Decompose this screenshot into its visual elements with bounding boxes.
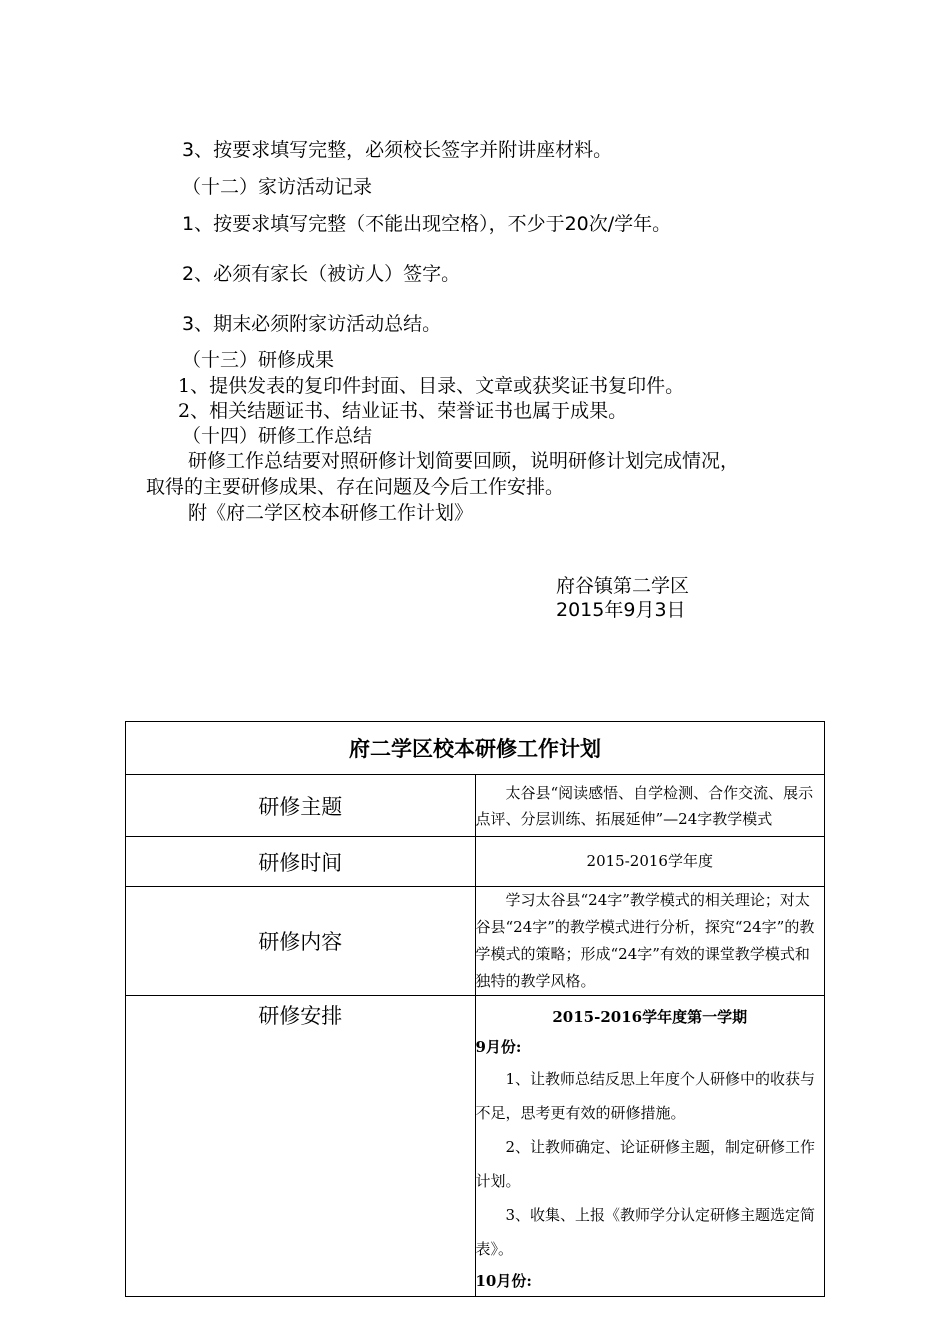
text-line: 3、期末必须附家访活动总结。: [182, 313, 442, 335]
topic-value: 太谷县“阅读感悟、自学检测、合作交流、展示点评、分层训练、拓展延伸”—24字教学模式: [475, 775, 825, 837]
plan-table: [125, 721, 825, 1297]
text-line: 2、必须有家长（被访人）签字。: [182, 263, 461, 285]
text-line: 3、按要求填写完整，必须校长签字并附讲座材料。: [182, 139, 613, 161]
topic-label: 研修主题: [126, 775, 476, 837]
section-heading: （十四）研修工作总结: [182, 425, 373, 447]
signature-date: 2015年9月3日: [556, 599, 686, 621]
schedule-value: [475, 996, 825, 1297]
text-line: 1、提供发表的复印件封面、目录、文章或获奖证书复印件。: [178, 375, 685, 397]
plan-title: 府二学区校本研修工作计划: [126, 722, 825, 775]
content-label: 研修内容: [126, 887, 476, 996]
time-value: 2015-2016学年度: [475, 837, 825, 887]
semester-heading: 2015-2016学年度第一学期: [552, 1008, 748, 1026]
text-line: 附《府二学区校本研修工作计划》: [188, 502, 474, 524]
month-heading: 9月份:: [475, 1038, 522, 1056]
signature-org: 府谷镇第二学区: [556, 575, 690, 597]
month-heading: 10月份:: [475, 1272, 532, 1290]
section-heading: （十三）研修成果: [182, 349, 335, 371]
text-line: 取得的主要研修成果、存在问题及今后工作安排。: [146, 476, 565, 498]
time-label: 研修时间: [126, 837, 476, 887]
schedule-label: 研修安排: [126, 996, 476, 1297]
content-value: 学习太谷县“24字”教学模式的相关理论；对太谷县“24字”的教学模式进行分析，探究“24字”的教学模式的策略；形成“24字”有效的课堂教学模式和独特的教学风格。: [475, 887, 825, 996]
section-heading: （十二）家访活动记录: [182, 176, 373, 198]
schedule-item: 2、让教师确定、论证研修主题，制定研修工作计划。: [475, 1138, 816, 1190]
text-line: 研修工作总结要对照研修计划简要回顾，说明研修计划完成情况，: [188, 450, 740, 472]
text-line: 2、相关结题证书、结业证书、荣誉证书也属于成果。: [178, 400, 628, 422]
schedule-item: 1、让教师总结反思上年度个人研修中的收获与不足，思考更有效的研修措施。: [475, 1070, 816, 1122]
schedule-item: 3、收集、上报《教师学分认定研修主题选定简表》。: [475, 1206, 816, 1258]
text-line: 1、按要求填写完整（不能出现空格），不少于20次/学年。: [182, 213, 672, 235]
